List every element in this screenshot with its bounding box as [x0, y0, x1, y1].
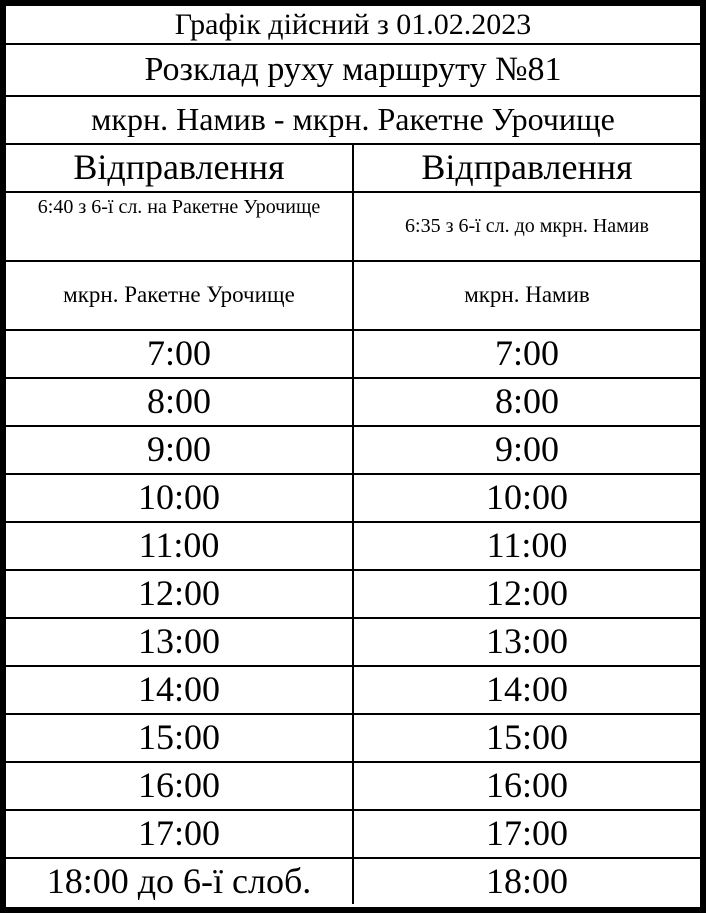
departure-time-left: 12:00 [6, 570, 353, 618]
first-departure-note-right: 6:35 з 6-ї сл. до мкрн. Намив [353, 192, 700, 261]
time-row [6, 570, 700, 618]
departure-time-left: 13:00 [6, 618, 353, 666]
departure-time-right: 11:00 [353, 522, 700, 570]
departure-time-left: 8:00 [6, 378, 353, 426]
departure-time-right: 12:00 [353, 570, 700, 618]
time-row [6, 810, 700, 858]
departure-time-left: 11:00 [6, 522, 353, 570]
departure-time-left: 10:00 [6, 474, 353, 522]
schedule-title: Розклад руху маршруту №81 [6, 44, 700, 96]
departure-time-left: 14:00 [6, 666, 353, 714]
departure-time-left: 15:00 [6, 714, 353, 762]
time-row [6, 858, 700, 904]
stop-name-left: мкрн. Ракетне Урочище [6, 261, 353, 330]
departure-time-right: 16:00 [353, 762, 700, 810]
schedule-sheet [4, 4, 702, 909]
departure-time-right: 15:00 [353, 714, 700, 762]
time-row [6, 522, 700, 570]
departure-time-right: 17:00 [353, 810, 700, 858]
departure-time-left: 17:00 [6, 810, 353, 858]
stop-name-right: мкрн. Намив [353, 261, 700, 330]
departure-time-right: 7:00 [353, 330, 700, 378]
time-row [6, 666, 700, 714]
valid-from-text: Графік дійсний з 01.02.2023 [6, 6, 700, 44]
departure-time-right: 13:00 [353, 618, 700, 666]
departure-heading-right: Відправлення [353, 144, 700, 192]
time-row [6, 618, 700, 666]
time-row [6, 330, 700, 378]
departure-time-left: 16:00 [6, 762, 353, 810]
time-row [6, 378, 700, 426]
schedule-table [6, 6, 700, 904]
departure-time-left: 18:00 до 6-ї слоб. [6, 858, 353, 904]
departure-time-right: 18:00 [353, 858, 700, 904]
departure-time-left: 9:00 [6, 426, 353, 474]
time-row [6, 762, 700, 810]
first-departure-note-left: 6:40 з 6-ї сл. на Ракетне Урочище [6, 192, 353, 261]
departure-heading-left: Відправлення [6, 144, 353, 192]
time-row [6, 474, 700, 522]
departure-time-right: 9:00 [353, 426, 700, 474]
departure-time-left: 7:00 [6, 330, 353, 378]
departure-time-right: 14:00 [353, 666, 700, 714]
time-row [6, 426, 700, 474]
departure-time-right: 8:00 [353, 378, 700, 426]
route-name: мкрн. Намив - мкрн. Ракетне Урочище [6, 96, 700, 144]
time-row [6, 714, 700, 762]
departure-time-right: 10:00 [353, 474, 700, 522]
